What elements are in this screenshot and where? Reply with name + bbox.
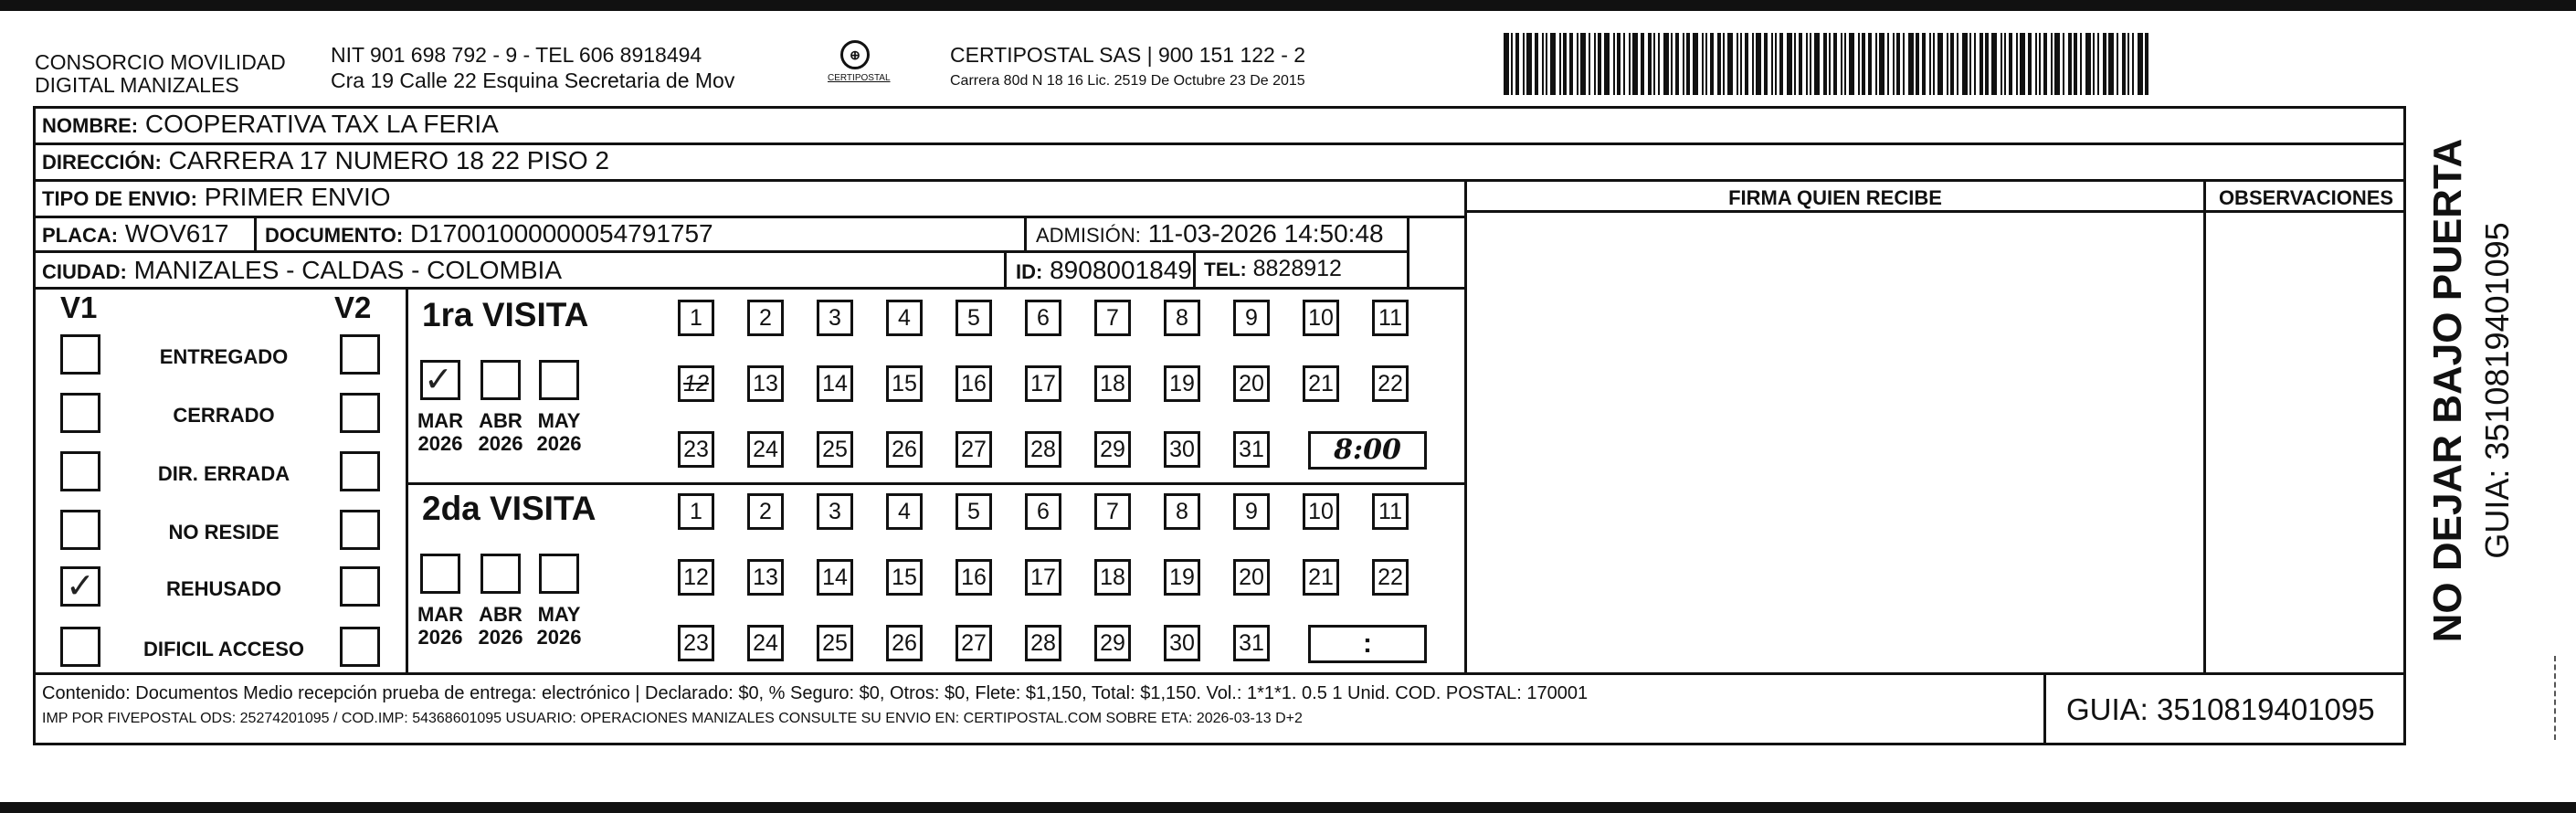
top-border-bar [0, 0, 2576, 11]
barcode-bar [1617, 33, 1621, 95]
barcode-bar [1957, 33, 1958, 95]
barcode-bar [1980, 33, 1983, 95]
tel-field [1204, 258, 1342, 280]
month-check-mark: ✓ [424, 359, 453, 399]
barcode-bar [1594, 33, 1596, 95]
barcode-bar [1985, 33, 1989, 95]
direccion-label: DIRECCIÓN: [42, 151, 162, 174]
barcode-bar [1810, 33, 1811, 95]
barcode-bar [1675, 33, 1679, 95]
day-box[interactable]: 28 [1025, 625, 1061, 661]
barcode-bar [1504, 33, 1509, 95]
barcode-bar [1723, 33, 1725, 95]
v1-check-mark: ✓ [66, 565, 95, 606]
day-box[interactable]: 4 [886, 493, 923, 530]
day-box[interactable]: 19 [1164, 559, 1200, 596]
barcode-bar [1950, 33, 1954, 95]
barcode-bar [1868, 33, 1872, 95]
month-name: MAY [537, 409, 581, 432]
barcode-bar [1589, 33, 1590, 95]
day-box[interactable]: 26 [886, 431, 923, 468]
month-checkbox[interactable] [480, 554, 521, 594]
barcode-bar [1862, 33, 1865, 95]
barcode-bar [2138, 33, 2143, 95]
month-name: ABR [479, 409, 523, 432]
month-year: 2026 [417, 432, 463, 456]
day-box[interactable]: 22 [1372, 365, 1409, 402]
row-divider [33, 287, 1464, 290]
row-divider [33, 216, 1464, 218]
barcode-bar [1794, 33, 1796, 95]
day-box[interactable]: 4 [886, 300, 923, 336]
barcode-bar [1969, 33, 1971, 95]
id-label: ID: [1016, 260, 1043, 283]
barcode-bar [1896, 33, 1900, 95]
bottom-border-bar [0, 802, 2576, 813]
barcode-bar [1893, 33, 1895, 95]
barcode-bar [1775, 33, 1777, 95]
day-box[interactable]: 6 [1025, 493, 1061, 530]
barcode-bar [1903, 33, 1905, 95]
admision-value: 11-03-2026 14:50:48 [1147, 219, 1384, 248]
row-divider [33, 143, 2406, 145]
side-label [2421, 128, 2539, 653]
barcode-bar [1833, 33, 1837, 95]
footer-content-line: Contenido: Documentos Medio recepción prueba de entrega: electrónico | Declarado: $0, % Seguro: $0, Otros: $0, Flete: $1,150, Total: $1,150. Vol.: 1*1*1. 0.5 1 Unid. COD. POSTAL: 170001 [42, 683, 1589, 703]
v1-header: V1 [60, 290, 98, 324]
month-label [469, 603, 533, 649]
v2-checkbox[interactable] [340, 566, 380, 607]
day-box[interactable]: 23 [678, 625, 714, 661]
documento-value: D17001000000054791757 [409, 219, 713, 248]
barcode-bar [1829, 33, 1831, 95]
month-name: MAR [417, 409, 464, 432]
day-box[interactable]: 13 [747, 365, 784, 402]
barcode-bar [1604, 33, 1610, 95]
barcode-bar [2097, 33, 2099, 95]
documento-label: DOCUMENTO: [265, 224, 404, 247]
barcode-bar [1922, 33, 1926, 95]
barcode-bar [1717, 33, 1721, 95]
month-checkbox[interactable] [480, 360, 521, 400]
barcode-bar [2020, 33, 2025, 95]
day-box[interactable]: 19 [1164, 365, 1200, 402]
barcode-bar [1937, 33, 1943, 95]
barcode-bar [1577, 33, 1578, 95]
barcode-bar [1693, 33, 1698, 95]
barcode-bar [1598, 33, 1601, 95]
month-year: 2026 [536, 432, 582, 456]
barcode-bar [1710, 33, 1714, 95]
day-box[interactable]: 10 [1303, 300, 1339, 336]
v2-checkbox[interactable] [340, 510, 380, 550]
barcode-bar [1858, 33, 1860, 95]
barcode-bar [2085, 33, 2091, 95]
footer-divider [33, 672, 2406, 675]
day-box[interactable]: 5 [955, 300, 992, 336]
barcode-bar [1629, 33, 1631, 95]
perforation-mark [2554, 656, 2574, 740]
status-label: NO RESIDE [168, 521, 280, 544]
barcode-bar [1841, 33, 1842, 95]
v2-header: V2 [334, 290, 372, 324]
barcode-bar [2108, 33, 2114, 95]
v1-checkbox[interactable] [60, 627, 100, 667]
day-box[interactable]: 14 [817, 365, 853, 402]
month-name: MAY [537, 603, 581, 626]
barcode [1504, 33, 2180, 95]
certipostal-info: CERTIPOSTAL SAS | 900 151 122 - 2 [950, 43, 1306, 67]
ciudad-field [42, 258, 562, 283]
barcode-bar [1550, 33, 1556, 95]
barcode-bar [1535, 33, 1538, 95]
status-label: ENTREGADO [159, 345, 289, 368]
day-box[interactable]: 29 [1094, 431, 1131, 468]
day-box[interactable]: 10 [1303, 493, 1339, 530]
side-guia-number: GUIA: 3510819401095 [2478, 222, 2516, 559]
day-box[interactable]: 28 [1025, 431, 1061, 468]
day-box[interactable]: 11 [1372, 300, 1409, 336]
day-box[interactable]: 23 [678, 431, 714, 468]
month-name: MAR [417, 603, 464, 626]
barcode-bar [1799, 33, 1802, 95]
day-box[interactable]: 30 [1164, 625, 1200, 661]
footer-print-line: IMP POR FIVEPOSTAL ODS: 25274201095 / COD.IMP: 54368601095 USUARIO: OPERACIONES MANIZALES CONSULTE SU ENVIO EN: CERTIPOSTAL.COM SOBRE ETA: 2026-03-13 D+2 [42, 711, 1303, 726]
barcode-bar [1702, 33, 1704, 95]
v1-checkbox[interactable] [60, 334, 100, 375]
placa-field [42, 221, 229, 247]
day-box[interactable]: 17 [1025, 559, 1061, 596]
placa-value: WOV617 [124, 219, 229, 248]
day-box[interactable]: 29 [1094, 625, 1131, 661]
day-box[interactable]: 15 [886, 365, 923, 402]
barcode-bar [1947, 33, 1948, 95]
v2-checkbox[interactable] [340, 451, 380, 491]
barcode-bar [1962, 33, 1968, 95]
barcode-bar [1613, 33, 1615, 95]
day-box[interactable]: 7 [1094, 493, 1131, 530]
barcode-bar [1623, 33, 1625, 95]
day-box[interactable]: 1 [678, 300, 714, 336]
month-label [469, 409, 533, 456]
barcode-bar [1933, 33, 1935, 95]
visit-time-box[interactable]: : [1308, 625, 1427, 663]
v1-checkbox[interactable] [60, 393, 100, 433]
certipostal-license: Carrera 80d N 18 16 Lic. 2519 De Octubre 23 De 2015 [950, 73, 1305, 89]
barcode-bar [1879, 33, 1884, 95]
day-box[interactable]: 5 [955, 493, 992, 530]
day-box[interactable]: 25 [817, 625, 853, 661]
barcode-bar [1542, 33, 1544, 95]
visit-title: 2da VISITA [422, 490, 596, 527]
day-box[interactable]: 2 [747, 493, 784, 530]
barcode-bar [1648, 33, 1652, 95]
day-box[interactable]: 16 [955, 365, 992, 402]
barcode-bar [1580, 33, 1586, 95]
barcode-bar [2080, 33, 2082, 95]
barcode-bar [1511, 33, 1513, 95]
barcode-bar [1908, 33, 1914, 95]
v1-checkbox[interactable] [60, 510, 100, 550]
month-label [408, 409, 472, 456]
month-name: ABR [479, 603, 523, 626]
month-year: 2026 [536, 626, 582, 649]
day-box[interactable]: 30 [1164, 431, 1200, 468]
day-box[interactable]: 22 [1372, 559, 1409, 596]
month-label [527, 409, 591, 456]
barcode-bar [1929, 33, 1931, 95]
barcode-bar [1779, 33, 1783, 95]
barcode-bar [1756, 33, 1761, 95]
barcode-bar [1916, 33, 1919, 95]
barcode-bar [1569, 33, 1573, 95]
day-box[interactable]: 8 [1164, 493, 1200, 530]
barcode-bar [1814, 33, 1820, 95]
day-box[interactable]: 24 [747, 431, 784, 468]
day-box[interactable]: 20 [1233, 559, 1270, 596]
day-box[interactable]: 11 [1372, 493, 1409, 530]
barcode-bar [2127, 33, 2129, 95]
day-box[interactable]: 15 [886, 559, 923, 596]
barcode-bar [2001, 33, 2002, 95]
day-box[interactable]: 31 [1233, 625, 1270, 661]
day-box[interactable]: 1 [678, 493, 714, 530]
company-line-2: DIGITAL MANIZALES [35, 73, 239, 98]
barcode-bar [2035, 33, 2037, 95]
ciudad-value: MANIZALES - CALDAS - COLOMBIA [133, 256, 562, 284]
day-box[interactable]: 24 [747, 625, 784, 661]
barcode-bar [1663, 33, 1669, 95]
v2-checkbox[interactable] [340, 627, 380, 667]
barcode-bar [2145, 33, 2148, 95]
company-line-1: CONSORCIO MOVILIDAD [35, 50, 286, 74]
barcode-bar [1740, 33, 1742, 95]
v2-checkbox[interactable] [340, 334, 380, 375]
tipo-envio-label: TIPO DE ENVIO: [42, 187, 197, 210]
admision-field [1036, 221, 1384, 247]
barcode-bar [1806, 33, 1808, 95]
day-box[interactable]: 18 [1094, 559, 1131, 596]
footer-guia-number: GUIA: 3510819401095 [2066, 692, 2375, 726]
barcode-bar [1823, 33, 1827, 95]
barcode-bar [1974, 33, 1976, 95]
barcode-bar [2093, 33, 2095, 95]
barcode-bar [1875, 33, 1877, 95]
barcode-bar [1737, 33, 1738, 95]
signature-header-line [1464, 210, 2406, 213]
month-label [408, 603, 472, 649]
admision-label: ADMISIÓN: [1036, 224, 1141, 247]
barcode-bar [2122, 33, 2126, 95]
barcode-bar [1683, 33, 1684, 95]
nombre-field [42, 111, 499, 137]
col-divider [254, 216, 257, 252]
barcode-bar [2016, 33, 2018, 95]
day-box[interactable]: 8 [1164, 300, 1200, 336]
certipostal-logo-icon: ⊕ CERTIPOSTAL [828, 40, 882, 95]
direccion-field [42, 148, 609, 174]
col-divider [1024, 216, 1027, 252]
col-divider [1193, 250, 1196, 287]
barcode-bar [2009, 33, 2012, 95]
day-box[interactable]: 20 [1233, 365, 1270, 402]
barcode-bar [2068, 33, 2072, 95]
row-divider [33, 250, 1407, 253]
day-box[interactable]: 25 [817, 431, 853, 468]
barcode-bar [1705, 33, 1707, 95]
day-box[interactable]: 17 [1025, 365, 1061, 402]
row-divider [33, 179, 2406, 182]
tipo-envio-field [42, 185, 391, 210]
barcode-bar [1563, 33, 1567, 95]
barcode-bar [1764, 33, 1768, 95]
id-value: 8908001849 [1050, 256, 1192, 284]
barcode-bar [1844, 33, 1846, 95]
month-checkbox[interactable] [539, 360, 579, 400]
tel-label: TEL: [1204, 259, 1247, 280]
barcode-bar [2054, 33, 2060, 95]
v1-checkbox[interactable] [60, 451, 100, 491]
day-box[interactable]: 21 [1303, 559, 1339, 596]
barcode-bar [1515, 33, 1519, 95]
tel-value: 8828912 [1252, 256, 1342, 281]
signature-left-border [1464, 179, 1467, 674]
day-box[interactable]: 27 [955, 625, 992, 661]
nombre-label: NOMBRE: [42, 114, 139, 137]
month-year: 2026 [478, 626, 523, 649]
barcode-bar [2117, 33, 2118, 95]
month-checkbox[interactable] [539, 554, 579, 594]
barcode-bar [1991, 33, 1997, 95]
company-nit: NIT 901 698 792 - 9 - TEL 606 8918494 [331, 43, 702, 67]
barcode-bar [1887, 33, 1889, 95]
barcode-bar [1653, 33, 1655, 95]
day-box[interactable]: 9 [1233, 493, 1270, 530]
day-box[interactable]: 14 [817, 559, 853, 596]
observaciones-left-border [2203, 179, 2206, 674]
barcode-bar [1658, 33, 1660, 95]
col-divider [1407, 216, 1409, 287]
barcode-bar [1727, 33, 1733, 95]
barcode-bar [1745, 33, 1748, 95]
visit-time-box[interactable]: 8:00 [1308, 431, 1427, 470]
month-checkbox[interactable] [420, 554, 460, 594]
status-label: CERRADO [173, 404, 275, 427]
status-label: REHUSADO [166, 577, 281, 600]
month-label [527, 603, 591, 649]
barcode-bar [1632, 33, 1638, 95]
barcode-bar [1771, 33, 1773, 95]
month-year: 2026 [417, 626, 463, 649]
placa-label: PLACA: [42, 224, 119, 247]
barcode-bar [1559, 33, 1561, 95]
day-box[interactable]: 9 [1233, 300, 1270, 336]
visit-divider [406, 482, 1465, 485]
v2-checkbox[interactable] [340, 393, 380, 433]
logo-text: CERTIPOSTAL [828, 73, 891, 83]
day-box[interactable]: 7 [1094, 300, 1131, 336]
company-name [35, 51, 286, 98]
day-box[interactable]: 2 [747, 300, 784, 336]
day-box[interactable]: 31 [1233, 431, 1270, 468]
barcode-bar [2028, 33, 2032, 95]
barcode-bar [1641, 33, 1644, 95]
barcode-bar [1523, 33, 1525, 95]
tipo-envio-value: PRIMER ENVIO [204, 183, 391, 211]
barcode-bar [2051, 33, 2053, 95]
status-label: DIR. ERRADA [157, 462, 290, 485]
day-box[interactable]: 26 [886, 625, 923, 661]
barcode-bar [1849, 33, 1854, 95]
day-box[interactable]: 13 [747, 559, 784, 596]
no-dejar-bajo-puerta: NO DEJAR BAJO PUERTA [2425, 138, 2470, 643]
day-box[interactable]: 18 [1094, 365, 1131, 402]
barcode-bar [1671, 33, 1673, 95]
barcode-bar [2132, 33, 2134, 95]
day-box[interactable]: 3 [817, 493, 853, 530]
direccion-value: CARRERA 17 NUMERO 18 22 PISO 2 [168, 146, 609, 174]
col-divider [1004, 250, 1007, 287]
month-year: 2026 [478, 432, 523, 456]
barcode-bar [2039, 33, 2041, 95]
day-box[interactable]: 6 [1025, 300, 1061, 336]
visit-title: 1ra VISITA [422, 296, 589, 333]
nombre-value: COOPERATIVA TAX LA FERIA [144, 110, 499, 138]
day-box[interactable]: 3 [817, 300, 853, 336]
day-box[interactable]: 21 [1303, 365, 1339, 402]
barcode-bar [2063, 33, 2064, 95]
barcode-bar [2103, 33, 2106, 95]
footer-guia-divider [2043, 672, 2046, 745]
day-box[interactable]: 12 [678, 559, 714, 596]
status-label: DIFICIL ACCESO [143, 638, 304, 660]
day-box[interactable]: 16 [955, 559, 992, 596]
observaciones-header: OBSERVACIONES [2218, 186, 2394, 209]
firma-quien-recibe-header: FIRMA QUIEN RECIBE [1728, 186, 1942, 209]
barcode-bar [1787, 33, 1792, 95]
day-box[interactable]: 27 [955, 431, 992, 468]
barcode-bar [1546, 33, 1547, 95]
barcode-bar [1686, 33, 1690, 95]
barcode-bar [2004, 33, 2006, 95]
ciudad-label: CIUDAD: [42, 260, 127, 283]
documento-field [265, 221, 713, 247]
barcode-bar [2043, 33, 2047, 95]
company-address: Cra 19 Calle 22 Esquina Secretaria de Mov [331, 69, 735, 92]
day-box[interactable]: 12 [678, 365, 714, 402]
barcode-bar [1526, 33, 1532, 95]
barcode-bar [2074, 33, 2077, 95]
id-field [1016, 258, 1192, 283]
barcode-bar [1752, 33, 1754, 95]
